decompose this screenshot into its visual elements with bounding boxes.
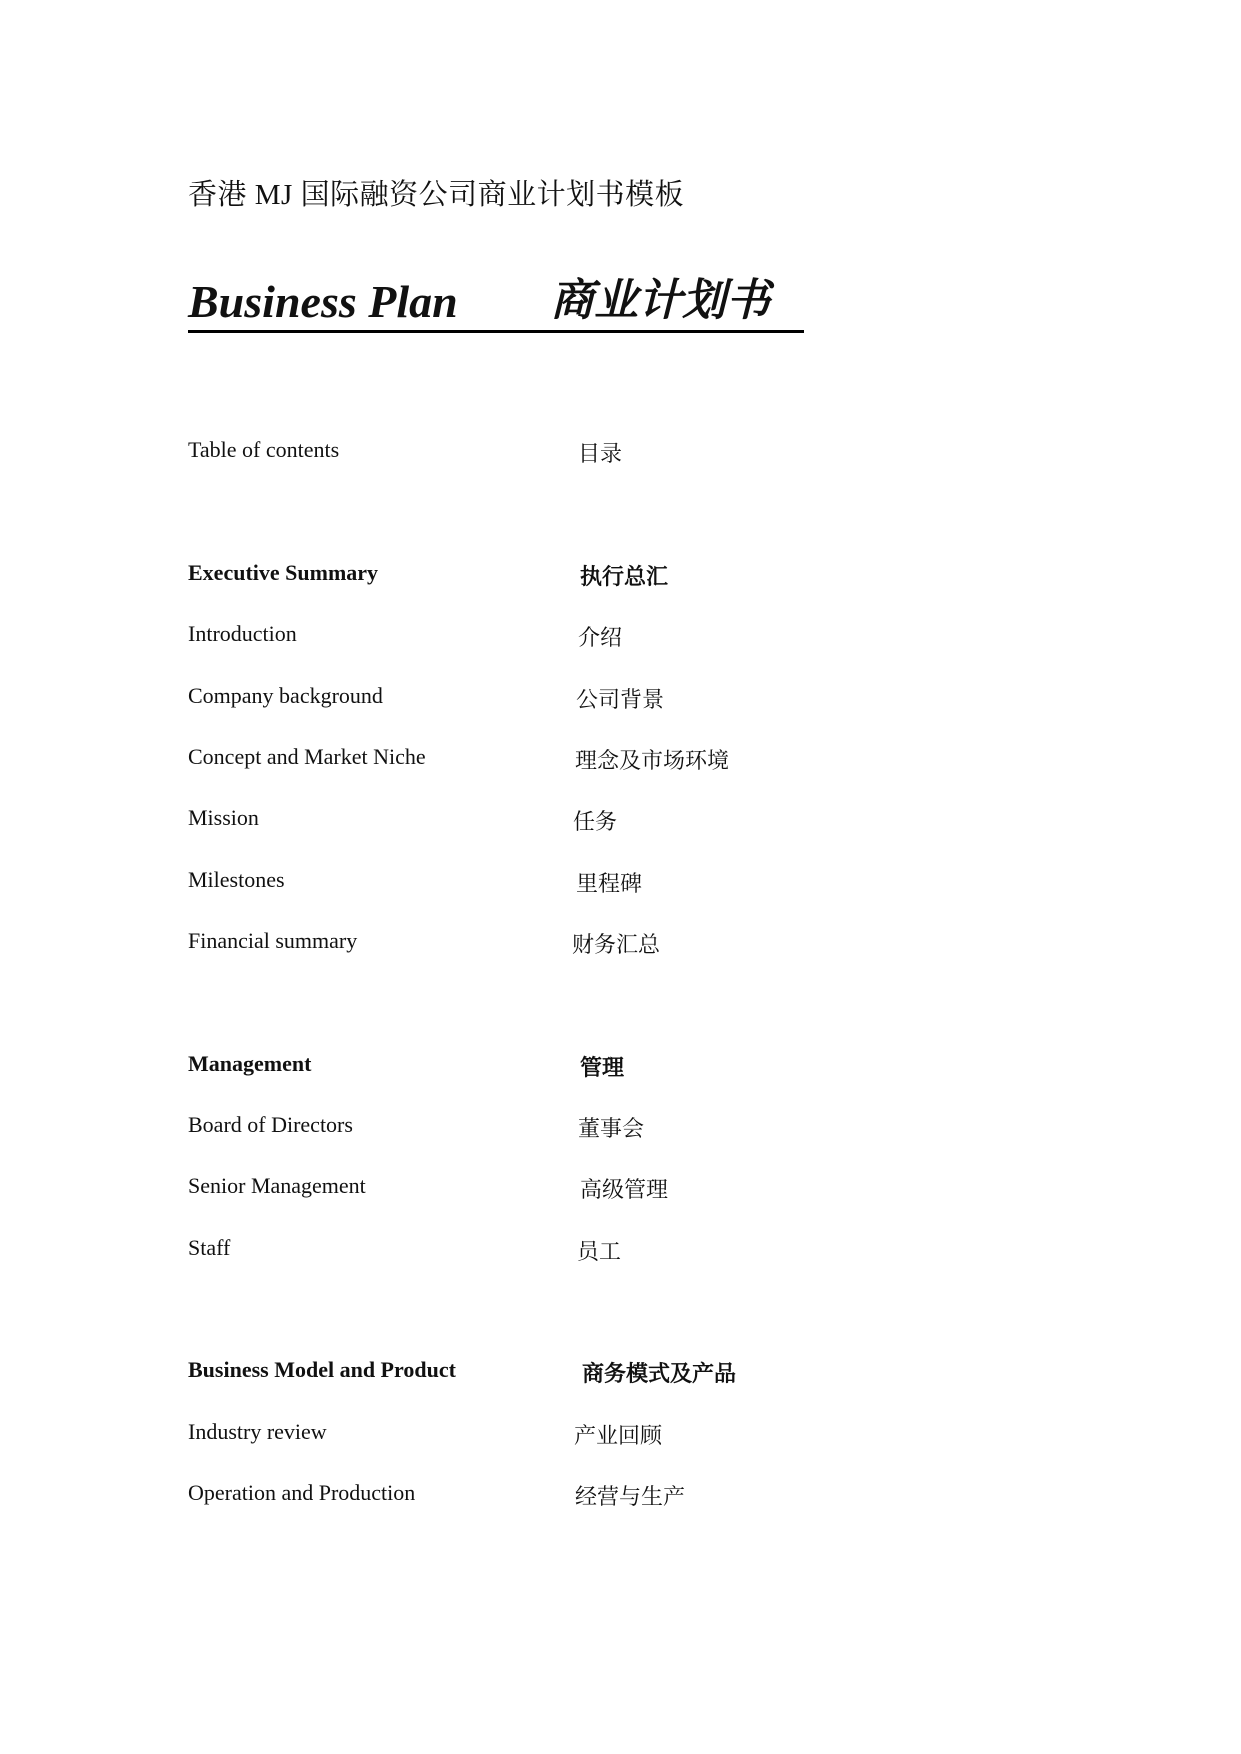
toc-item	[0, 1480, 1241, 1516]
section-heading-executive-summary	[0, 560, 1241, 596]
main-heading	[188, 270, 804, 333]
toc-item	[0, 1235, 1241, 1271]
section-heading-english: Management	[188, 1051, 312, 1076]
toc-item-english: Introduction	[188, 621, 297, 646]
toc-header-english: Table of contents	[188, 437, 340, 462]
toc-header	[0, 437, 1241, 473]
toc-item-chinese: 产业回顾	[574, 1423, 663, 1448]
toc-item-english: Milestones	[188, 867, 285, 892]
toc-item	[0, 744, 1241, 780]
toc-item	[0, 683, 1241, 719]
toc-item-chinese: 任务	[573, 809, 618, 834]
toc-item-english: Board of Directors	[188, 1112, 353, 1137]
toc-item-chinese: 公司背景	[576, 687, 665, 712]
toc-item	[0, 928, 1241, 964]
toc-item-english: Concept and Market Niche	[188, 744, 426, 769]
section-heading-management	[0, 1051, 1241, 1087]
toc-item-chinese: 财务汇总	[572, 932, 661, 957]
toc-item-chinese: 里程碑	[576, 871, 643, 896]
toc-item	[0, 805, 1241, 841]
main-heading-chinese: 商业计划书	[550, 276, 770, 325]
section-heading-chinese: 管理	[580, 1055, 625, 1080]
toc-item-chinese: 经营与生产	[575, 1484, 686, 1509]
toc-item	[0, 1112, 1241, 1148]
section-heading-english: Business Model and Product	[188, 1357, 456, 1382]
toc-item	[0, 1419, 1241, 1455]
toc-item-chinese: 介绍	[578, 625, 623, 650]
section-heading-chinese: 商务模式及产品	[582, 1361, 737, 1386]
toc-header-chinese: 目录	[578, 441, 623, 466]
toc-item-english: Company background	[188, 683, 383, 708]
toc-item	[0, 867, 1241, 903]
section-heading-business-model	[0, 1357, 1241, 1393]
section-heading-english: Executive Summary	[188, 560, 379, 585]
document-title: 香港 MJ 国际融资公司商业计划书模板	[188, 179, 685, 211]
toc-item-chinese: 员工	[577, 1239, 622, 1264]
toc-item-chinese: 理念及市场环境	[575, 748, 730, 773]
toc-item-english: Mission	[188, 805, 259, 830]
toc-item-english: Senior Management	[188, 1173, 366, 1198]
toc-item-chinese: 高级管理	[580, 1177, 669, 1202]
toc-item-chinese: 董事会	[578, 1116, 645, 1141]
toc-item	[0, 621, 1241, 657]
toc-item-english: Industry review	[188, 1419, 327, 1444]
toc-item-english: Financial summary	[188, 928, 358, 953]
section-heading-chinese: 执行总汇	[580, 564, 669, 589]
main-heading-english: Business Plan	[188, 276, 458, 327]
toc-item-english: Operation and Production	[188, 1480, 416, 1505]
toc-item-english: Staff	[188, 1235, 231, 1260]
toc-item	[0, 1173, 1241, 1209]
